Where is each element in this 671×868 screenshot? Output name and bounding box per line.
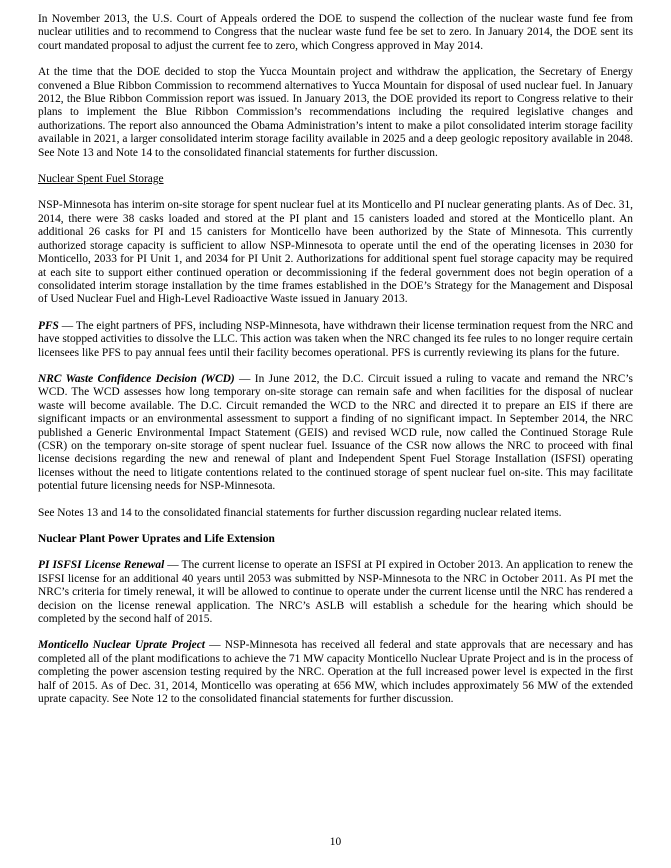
paragraph-isfsi-renewal — [38, 559, 633, 626]
paragraph-lead-monticello-uprate: Monticello Nuclear Uprate Project — [38, 639, 205, 652]
paragraph-wcd — [38, 373, 633, 494]
paragraph-text-monticello-uprate: — NSP-Minnesota has received all federal and state approvals that are necessary and has completed all of the plant modifications to achieve the 71 MW capacity Monticello Nuclear Uprate Project and is in the process of completing the power ascension testing required by the NRC. Operation at the full increased power level is expected in the first half of 2015. As of Dec. 31, 2014, Monticello was operating at 656 MW, which includes approximately 56 MW of the extended uprate capacity. See Note 12 to the consolidated financial statements for further discussion. — [38, 639, 633, 706]
page-number: 10 — [329, 836, 342, 848]
paragraph-text-isfsi-renewal: — The current license to operate an ISFSI at PI expired in October 2013. An application to renew the ISFSI license for an additional 40 years until 2053 was submitted by NSP-Minnesota to the NRC in October 2011. As PI met the NRC’s criteria for timely renewal, it will be allowed to continue to operate under the current license until the NRC has rendered a decision on the license renewal application. The NRC’s ASLB will establish a schedule for the hearing which should be completed by the second half of 2015. — [38, 559, 633, 626]
paragraph-text-wcd: — In June 2012, the D.C. Circuit issued a ruling to vacate and remand the NRC’s WCD. The WCD assesses how long temporary on-site storage can remain safe and when facilities for the disposal of nuclear waste will become available. The D.C. Circuit remanded the WCD to the NRC and directed it to prepare an EIS if there are significant impacts or an environmental assessment to support a finding of no significant impact. In September 2014, the NRC published a Generic Environmental Impact Statement (GEIS) and revised WCD rule, now called the Continued Storage Rule (CSR) on the temporary on-site storage of spent nuclear fuel. Issuance of the CSR now allows the NRC to proceed with final license decisions regarding the new and renewal of plant and Independent Spent Fuel Storage Installation (ISFSI) operating licenses without the need to litigate contentions related to the continued storage of spent nuclear fuel on-site. This may facilitate potential future licensing needs for NSP-Minnesota. — [38, 372, 633, 493]
section-heading-power-uprates: Nuclear Plant Power Uprates and Life Extension — [38, 533, 275, 545]
paragraph-text-pfs: — The eight partners of PFS, including NSP-Minnesota, have withdrawn their license termination request from the NRC and have stopped activities to dissolve the LLC. This action was taken when the NRC changed its fee rules to no longer require certain licensees like PFS to pay annual fees until their facility becomes operational. PFS is currently reviewing its plans for the future. — [38, 319, 633, 359]
paragraph-lead-pfs: PFS — [38, 319, 59, 332]
paragraph-onsite-storage: NSP-Minnesota has interim on-site storage for spent nuclear fuel at its Monticello and PI nuclear generating plants. As of Dec. 31, 2014, there were 38 casks loaded and stored at the PI plant and 15 canisters loaded and stored at the Monticello plant. An additional 26 casks for PI and 15 canisters for Monticello have been authorized by the State of Minnesota. This currently authorized storage capacity is sufficient to allow NSP-Minnesota to operate until the end of the operating licenses in 2030 for Monticello, 2033 for PI Unit 1, and 2034 for PI Unit 2. Authorizations for additional spent fuel storage capacity may be required at each site to support either continued operation or decommissioning if the federal government does not begin operation of a consolidated interim storage installation by the time frames established in the DOE’s Strategy for the Management and Disposal of Used Nuclear Fuel and High-Level Radioactive Waste issued in January 2013. — [38, 199, 633, 306]
paragraph-doe-fee: In November 2013, the U.S. Court of Appeals ordered the DOE to suspend the collection of the nuclear waste fund fee from nuclear utilities and to recommend to Congress that the nuclear waste fund fee be set to zero. In January 2014, the DOE sent its court mandated proposal to adjust the current fee to zero, which Congress approved in May 2014. — [38, 13, 633, 52]
paragraph-monticello-uprate — [38, 639, 633, 706]
paragraph-pfs — [38, 320, 633, 360]
section-heading-nuclear-spent-fuel-storage: Nuclear Spent Fuel Storage — [38, 173, 164, 186]
paragraph-see-notes: See Notes 13 and 14 to the consolidated financial statements for further discussion regarding nuclear related items. — [38, 506, 562, 519]
paragraph-lead-isfsi-renewal: PI ISFSI License Renewal — [38, 559, 165, 572]
paragraph-lead-wcd: NRC Waste Confidence Decision (WCD) — [38, 372, 235, 385]
paragraph-blue-ribbon: At the time that the DOE decided to stop the Yucca Mountain project and withdraw the application, the Secretary of Energy convened a Blue Ribbon Commission to recommend alternatives to Yucca Mountain for disposal of used nuclear fuel. In January 2012, the Blue Ribbon Commission report was issued. In January 2013, the DOE provided its report to Congress relative to their plans to implement the Blue Ribbon Commission’s recommendations including the required legislative changes and authorizations. The report also announced the Obama Administration’s intent to make a pilot consolidated interim storage facility available in 2021, a larger consolidated interim storage facility available in 2025 and a deep geologic repository available in 2048. See Note 13 and Note 14 to the consolidated financial statements for further discussion. — [38, 66, 633, 159]
page-footer — [38, 836, 633, 868]
